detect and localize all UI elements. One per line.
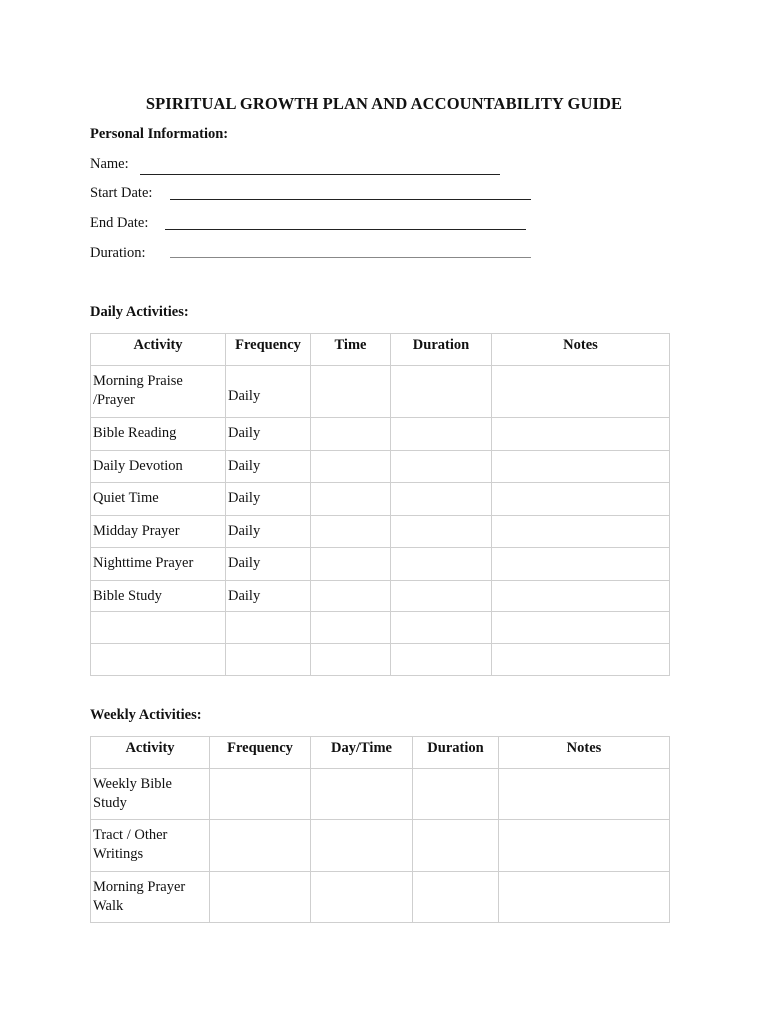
table-cell[interactable] [311, 769, 413, 820]
table-row [91, 366, 670, 418]
personal-info-heading: Personal Information: [90, 126, 229, 142]
table-cell: Nighttime Prayer [91, 548, 226, 581]
table-row [91, 418, 670, 451]
table-cell: Daily [226, 516, 311, 548]
table-row [91, 769, 670, 820]
table-row [91, 872, 670, 923]
table-cell: Midday Prayer [91, 516, 226, 548]
table-cell[interactable] [91, 644, 226, 676]
table-row [91, 581, 670, 612]
table-cell[interactable] [391, 516, 492, 548]
table-cell[interactable] [311, 612, 391, 644]
weekly-activities-table [90, 736, 670, 923]
table-cell[interactable] [492, 644, 670, 676]
table-cell[interactable] [311, 548, 391, 581]
table-cell[interactable] [311, 418, 391, 451]
table-row [91, 451, 670, 483]
table-cell: Weekly Bible Study [91, 769, 210, 820]
table-cell[interactable] [210, 872, 311, 923]
table-cell[interactable] [492, 366, 670, 418]
table-cell[interactable] [311, 366, 391, 418]
table-cell[interactable] [499, 820, 670, 872]
table-cell[interactable] [413, 769, 499, 820]
duration-field[interactable] [90, 245, 550, 267]
duration-line[interactable] [170, 257, 531, 258]
table-cell[interactable] [492, 516, 670, 548]
table-cell: Daily [226, 418, 311, 451]
start-date-field[interactable] [90, 185, 550, 207]
table-cell[interactable] [311, 516, 391, 548]
table-cell[interactable] [311, 644, 391, 676]
table-cell[interactable] [311, 483, 391, 516]
name-field[interactable] [90, 156, 550, 178]
table-cell: Daily [226, 451, 311, 483]
table-cell: Daily Devotion [91, 451, 226, 483]
daily-activities-heading: Daily Activities: [90, 304, 189, 320]
table-row [91, 548, 670, 581]
table-cell: Morning Praise /Prayer [91, 366, 226, 418]
table-cell: Daily [226, 548, 311, 581]
table-cell[interactable] [311, 820, 413, 872]
table-cell[interactable] [413, 872, 499, 923]
table-row [91, 483, 670, 516]
column-header: Notes [499, 737, 670, 769]
table-cell[interactable] [492, 451, 670, 483]
table-cell[interactable] [91, 612, 226, 644]
table-cell[interactable] [311, 581, 391, 612]
table-cell[interactable] [226, 612, 311, 644]
table-cell[interactable] [499, 769, 670, 820]
end-date-field[interactable] [90, 215, 550, 237]
document-title: SPIRITUAL GROWTH PLAN AND ACCOUNTABILITY GUIDE [145, 94, 623, 113]
start-date-label: Start Date: [90, 185, 153, 201]
table-cell: Tract / Other Writings [91, 820, 210, 872]
column-header: Time [311, 334, 391, 366]
table-cell: Daily [226, 483, 311, 516]
table-row [91, 820, 670, 872]
table-cell[interactable] [391, 548, 492, 581]
column-header: Day/Time [311, 737, 413, 769]
duration-label: Duration: [90, 245, 146, 261]
table-cell[interactable] [391, 366, 492, 418]
table-cell[interactable] [492, 418, 670, 451]
table-cell[interactable] [226, 644, 311, 676]
column-header: Activity [91, 334, 226, 366]
name-label: Name: [90, 156, 129, 172]
table-cell[interactable] [492, 483, 670, 516]
table-cell[interactable] [210, 769, 311, 820]
end-date-line[interactable] [165, 229, 526, 230]
table-cell: Daily [226, 581, 311, 612]
table-cell[interactable] [391, 581, 492, 612]
table-cell: Bible Reading [91, 418, 226, 451]
start-date-line[interactable] [170, 199, 531, 200]
table-cell: Bible Study [91, 581, 226, 612]
column-header: Frequency [226, 334, 311, 366]
table-cell: Daily [226, 366, 311, 418]
column-header: Duration [413, 737, 499, 769]
table-cell[interactable] [311, 872, 413, 923]
table-cell[interactable] [492, 581, 670, 612]
table-cell: Quiet Time [91, 483, 226, 516]
weekly-activities-heading: Weekly Activities: [90, 707, 202, 723]
column-header: Duration [391, 334, 492, 366]
column-header: Frequency [210, 737, 311, 769]
table-cell: Morning Prayer Walk [91, 872, 210, 923]
table-row [91, 644, 670, 676]
column-header: Activity [91, 737, 210, 769]
daily-activities-table [90, 333, 670, 676]
table-cell[interactable] [391, 483, 492, 516]
table-cell[interactable] [391, 612, 492, 644]
table-header-row [91, 737, 670, 769]
table-cell[interactable] [391, 644, 492, 676]
table-header-row [91, 334, 670, 366]
table-cell[interactable] [492, 612, 670, 644]
table-cell[interactable] [391, 418, 492, 451]
table-row [91, 612, 670, 644]
table-cell[interactable] [210, 820, 311, 872]
table-cell[interactable] [311, 451, 391, 483]
table-cell[interactable] [492, 548, 670, 581]
table-cell[interactable] [413, 820, 499, 872]
end-date-label: End Date: [90, 215, 149, 231]
table-cell[interactable] [391, 451, 492, 483]
name-line[interactable] [140, 174, 500, 175]
table-cell[interactable] [499, 872, 670, 923]
table-row [91, 516, 670, 548]
column-header: Notes [492, 334, 670, 366]
